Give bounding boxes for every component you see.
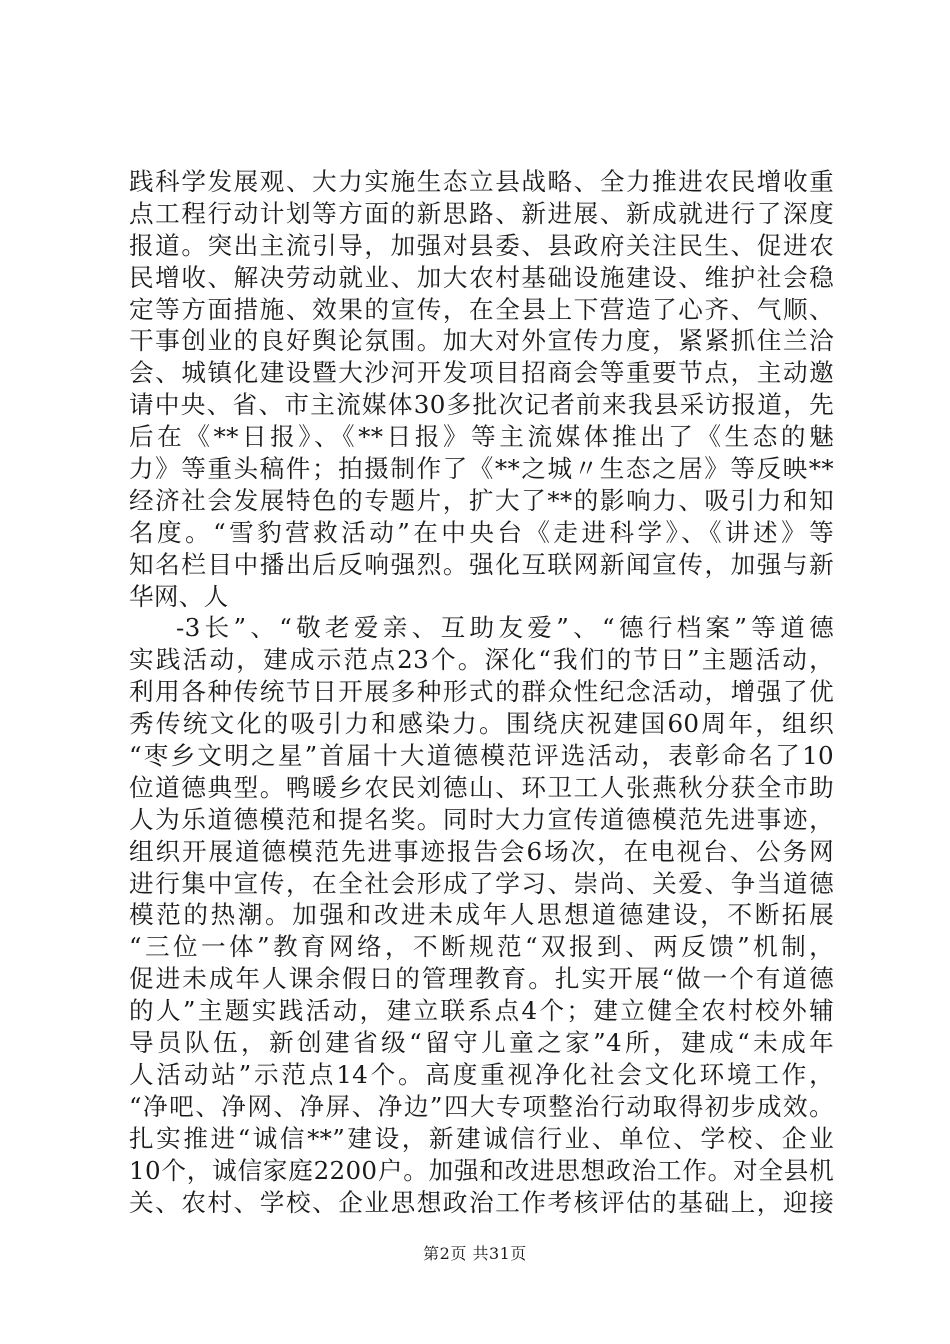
text-line: 导员队伍，新创建省级“留守儿童之家”4所，建成“未成年 xyxy=(129,1028,834,1058)
text-line: 点工程行动计划等方面的新思路、新进展、新成就进行了深度 xyxy=(129,198,834,228)
text-line: 促进未成年人课余假日的管理教育。扎实开展“做一个有道德 xyxy=(129,964,834,994)
text-line: 经济社会发展特色的专题片，扩大了**的影响力、吸引力和知 xyxy=(129,485,834,515)
text-line: 进行集中宣传，在全社会形成了学习、崇尚、关爱、争当道德 xyxy=(129,868,834,898)
text-line: 后在《**日报》、《**日报》等主流媒体推出了《生态的魅 xyxy=(129,422,834,452)
text-line: 会、城镇化建设暨大沙河开发项目招商会等重要节点，主动邀 xyxy=(129,358,834,388)
text-line: 力》等重头稿件；拍摄制作了《**之城〃生态之居》等反映** xyxy=(129,454,834,484)
text-line: 利用各种传统节日开展多种形式的群众性纪念活动，增强了优 xyxy=(129,677,834,707)
text-line: 的人”主题实践活动，建立联系点4个；建立健全农村校外辅 xyxy=(129,996,834,1026)
text-line: 人活动站”示范点14个。高度重视净化社会文化环境工作， xyxy=(129,1059,834,1089)
document-body xyxy=(129,166,834,1218)
text-line: “三位一体”教育网络，不断规范“双报到、两反馈”机制， xyxy=(129,932,834,962)
text-line: 华网、人 xyxy=(129,581,229,611)
text-line: 关、农村、学校、企业思想政治工作考核评估的基础上，迎接 xyxy=(129,1187,834,1217)
page-footer: 第2页 共31页 xyxy=(423,1244,527,1263)
text-line: 名度。“雪豹营救活动”在中央台《走进科学》、《讲述》等 xyxy=(129,517,834,547)
text-line: 实践活动，建成示范点23个。深化“我们的节日”主题活动， xyxy=(129,645,834,675)
text-line: 践科学发展观、大力实施生态立县战略、全力推进农民增收重 xyxy=(129,167,834,196)
text-line: 民增收、解决劳动就业、加大农村基础设施建设、维护社会稳 xyxy=(129,262,834,292)
text-line: “枣乡文明之星”首届十大道德模范评选活动，表彰命名了10 xyxy=(129,741,834,771)
paragraph xyxy=(129,612,834,1218)
text-line: 组织开展道德模范先进事迹报告会6场次，在电视台、公务网 xyxy=(129,836,834,866)
text-line: 扎实推进“诚信**”建设，新建诚信行业、单位、学校、企业 xyxy=(129,1123,834,1153)
text-line: 人为乐道德模范和提名奖。同时大力宣传道德模范先进事迹， xyxy=(129,804,834,834)
text-line: -3长”、“敬老爱亲、互助友爱”、“德行档案”等道德 xyxy=(176,613,834,643)
text-line: 知名栏目中播出后反响强烈。强化互联网新闻宣传，加强与新 xyxy=(129,549,834,579)
text-line: 定等方面措施、效果的宣传，在全县上下营造了心齐、气顺、 xyxy=(129,294,834,324)
text-line: 请中央、省、市主流媒体30多批次记者前来我县采访报道，先 xyxy=(129,390,834,420)
text-line: 干事创业的良好舆论氛围。加大对外宣传力度，紧紧抓住兰洽 xyxy=(129,326,834,356)
text-line: 秀传统文化的吸引力和感染力。围绕庆祝建国60周年，组织 xyxy=(129,709,834,739)
text-line: 模范的热潮。加强和改进未成年人思想道德建设，不断拓展 xyxy=(129,900,834,930)
text-line: 报道。突出主流引导，加强对县委、县政府关注民生、促进农 xyxy=(129,230,834,260)
text-line: 位道德典型。鸭暖乡农民刘德山、环卫工人张燕秋分获全市助 xyxy=(129,772,834,802)
paragraph xyxy=(129,166,834,612)
text-line: 10个，诚信家庭2200户。加强和改进思想政治工作。对全县机 xyxy=(129,1155,834,1185)
text-line: “净吧、净网、净屏、净边”四大专项整治行动取得初步成效。 xyxy=(129,1091,834,1121)
